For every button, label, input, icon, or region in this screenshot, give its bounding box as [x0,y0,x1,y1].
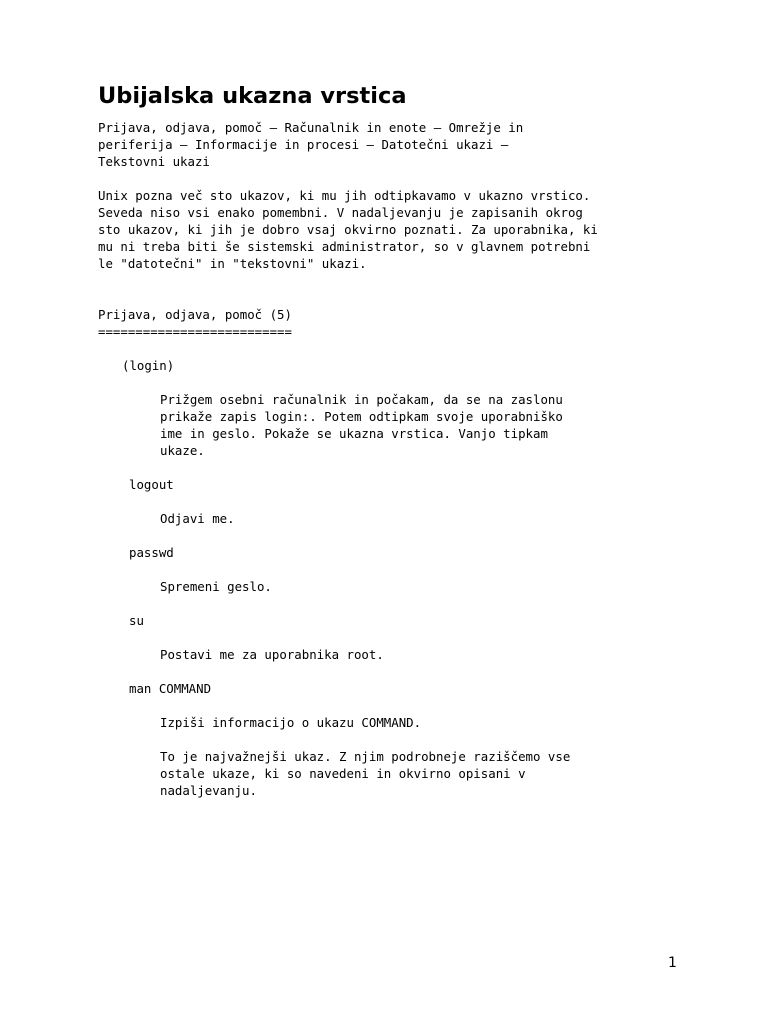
toc-line: periferija — Informacije in procesi — Datotečni ukazi — [98,137,509,152]
document-page [98,82,658,799]
description-line: Odjavi me. [160,511,235,526]
command-description [98,578,658,595]
page-number: 1 [668,955,677,971]
intro-line: mu ni treba biti še sistemski administrator, so v glavnem potrebni [98,239,591,254]
description-line: Spremeni geslo. [160,579,272,594]
command-description [98,391,658,459]
section-underline: ========================== [98,324,292,339]
description-line: ostale ukaze, ki so navedeni in okvirno opisani v [160,766,526,781]
description-line: To je najvažnejši ukaz. Z njim podrobneje raziščemo vse [160,749,571,764]
command-name-su: su [129,613,144,628]
toc-line: Prijava, odjava, pomoč — Računalnik in enote — Omrežje in [98,120,524,135]
intro-line: le "datotečni" in "tekstovni" ukazi. [98,256,367,271]
intro-line: Unix pozna več sto ukazov, ki mu jih odtipkavamo v ukazno vrstico. [98,188,591,203]
description-line: Izpiši informacijo o ukazu COMMAND. [160,715,422,730]
intro-line: Seveda niso vsi enako pomembni. V nadaljevanju je zapisanih okrog [98,205,583,220]
description-line: ukaze. [160,443,205,458]
description-line: prikaže zapis login:. Potem odtipkam svoje uporabniško [160,409,563,424]
intro-paragraph [98,187,658,272]
description-line: ime in geslo. Pokaže se ukazna vrstica. Vanjo tipkam [160,426,548,441]
command-description [98,646,658,663]
description-line: nadaljevanju. [160,783,257,798]
command-name-login: (login) [122,358,175,373]
description-line: Prižgem osebni računalnik in počakam, da se na zaslonu [160,392,563,407]
toc-line: Tekstovni ukazi [98,154,210,169]
command-description [98,510,658,527]
document-title: Ubijalska ukazna vrstica [98,83,407,109]
command-name-passwd: passwd [129,545,174,560]
command-name-man: man COMMAND [129,681,212,696]
intro-line: sto ukazov, ki jih je dobro vsaj okvirno poznati. Za uporabnika, ki [98,222,598,237]
section-heading: Prijava, odjava, pomoč (5) [98,307,292,322]
description-line: Postavi me za uporabnika root. [160,647,384,662]
table-of-contents [98,119,658,170]
command-name-logout: logout [129,477,174,492]
command-description [98,714,658,799]
